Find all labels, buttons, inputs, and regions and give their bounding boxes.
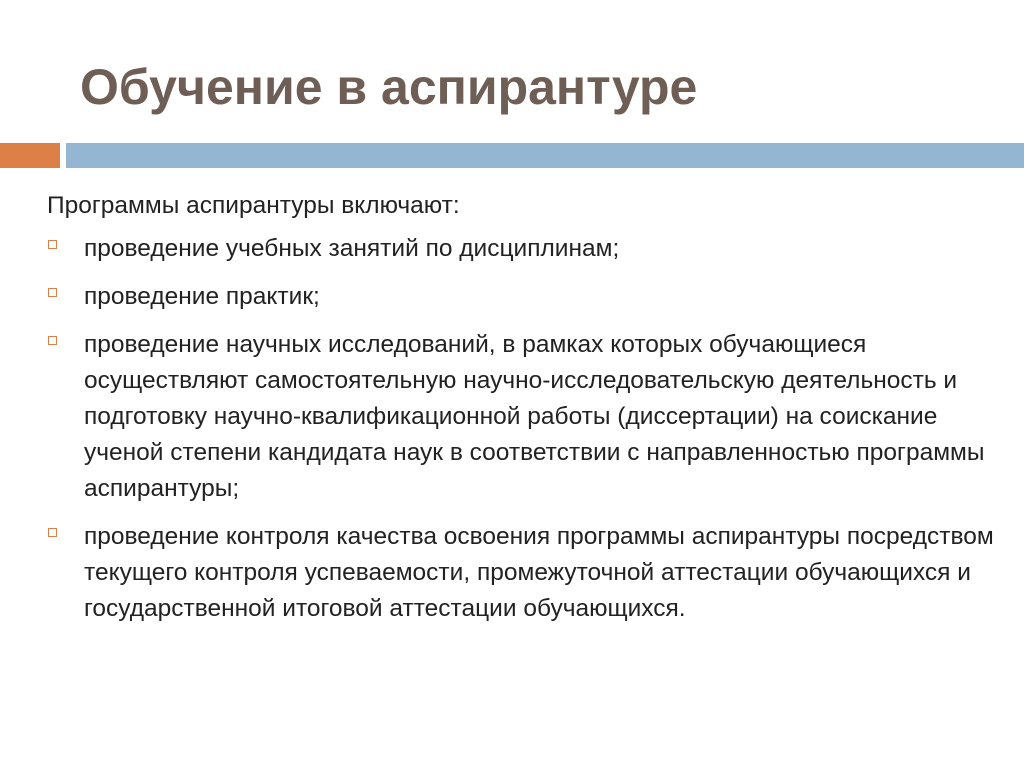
square-outline-icon	[48, 288, 57, 297]
square-outline-icon	[48, 336, 57, 345]
square-outline-icon	[48, 528, 57, 537]
bullet-item	[47, 231, 1007, 267]
accent-bar-blue	[66, 143, 1024, 168]
square-outline-icon	[48, 240, 57, 249]
bullet-text: проведение научных исследований, в рамках которых обучающиеся осуществляют самостоятельную научно-исследовательскую деятельность и подготовку научно-квалификационной работы (диссертации) на соискание ученой степени кандидата наук в соответствии с направленностью программы аспирантуры;	[84, 331, 985, 502]
bullet-item	[47, 327, 1007, 507]
slide-content	[47, 188, 1007, 639]
intro-text: Программы аспирантуры включают:	[47, 192, 460, 219]
accent-bar-orange	[0, 143, 60, 168]
bullet-text: проведение практик;	[84, 283, 320, 310]
slide-title: Обучение в аспирантуре	[80, 59, 698, 115]
bullet-list	[47, 231, 1007, 627]
bullet-text: проведение контроля качества освоения программы аспирантуры посредством текущего контроля успеваемости, промежуточной аттестации обучающихся и государственной итоговой аттестации обучающихся.	[84, 523, 994, 622]
bullet-text: проведение учебных занятий по дисциплинам;	[84, 235, 620, 262]
bullet-item	[47, 279, 1007, 315]
bullet-item	[47, 519, 1007, 627]
